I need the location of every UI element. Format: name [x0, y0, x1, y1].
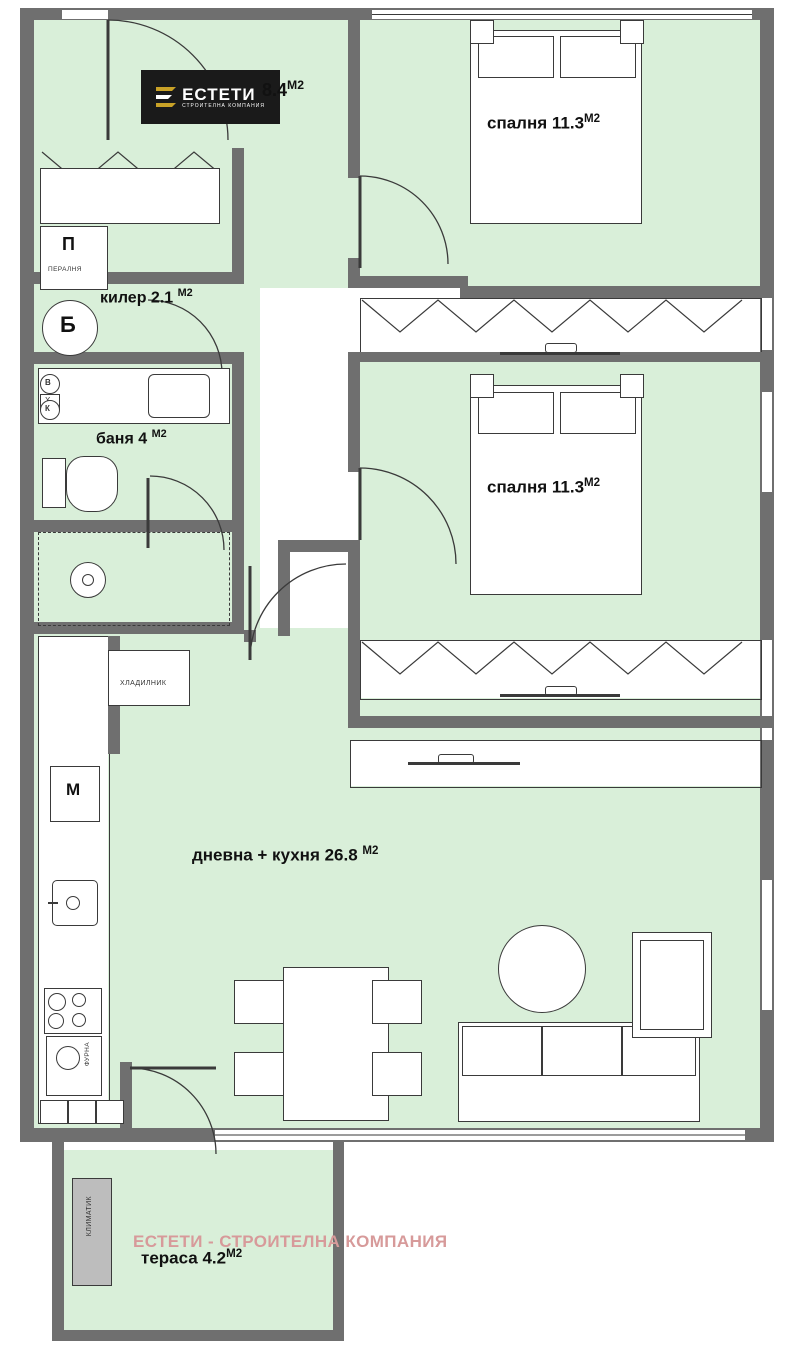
window-bed1-top-line	[372, 14, 752, 15]
washer-glyph: П	[62, 234, 75, 254]
microwave-glyph: М	[66, 780, 81, 799]
logo-name: ЕСТЕТИ	[182, 84, 256, 104]
window-right-1	[762, 290, 772, 350]
kitchen-faucet	[48, 902, 58, 904]
wall-terrace-left	[52, 1142, 64, 1340]
wall-outer-left	[20, 8, 34, 1140]
bed-2-pillow-left	[478, 392, 554, 434]
coffee-table	[498, 925, 586, 1013]
toilet	[66, 456, 118, 512]
room-label-bed2-unit: М2	[584, 477, 601, 489]
nightstand-2-right	[620, 374, 644, 398]
washer-label: ПЕРАЛНЯ	[48, 266, 82, 273]
wall-terrace-bottom	[52, 1330, 344, 1341]
wall-shower-right	[232, 520, 244, 632]
room-label-entry-unit: М2	[287, 78, 305, 92]
room-label-kiler-text: килер 2.1	[100, 289, 174, 307]
hob-burner-1	[48, 993, 66, 1011]
tv-bed2-stand	[545, 686, 577, 696]
wall-bed2-left-lower	[348, 540, 360, 728]
room-label-bed1-text: спалня 11.3	[487, 113, 585, 133]
wall-bed2-left-upper	[348, 352, 360, 472]
wall-corridor-right	[244, 630, 256, 642]
room-label-entry	[262, 78, 304, 101]
room-label-terrace-text: тераса 4.2	[141, 1248, 227, 1268]
room-label-kiler	[100, 287, 193, 307]
base-cabinet-2	[68, 1100, 96, 1124]
window-top-left	[62, 10, 108, 19]
tv-bed1-stand	[545, 343, 577, 353]
dining-chair-l2	[234, 1052, 284, 1096]
oven-knob	[56, 1046, 80, 1070]
wall-bed2-bottom	[348, 716, 472, 728]
hob-burner-4	[72, 1013, 86, 1027]
sofa-cushion-1	[462, 1026, 542, 1076]
room-label-kiler-unit: М2	[177, 287, 193, 299]
dining-chair-r1	[372, 980, 422, 1024]
wall-bed1-bottom	[348, 276, 468, 288]
toilet-tank	[42, 458, 66, 508]
wall-hall-top	[278, 540, 348, 552]
bath-sink-basin	[148, 374, 210, 418]
nightstand-1-left	[470, 20, 494, 44]
window-right-4	[762, 880, 772, 1010]
wall-bed2-bottom-2	[460, 716, 772, 728]
base-cabinet-3	[96, 1100, 124, 1124]
wall-bath-right	[232, 364, 244, 530]
wall-bed1-bottom-2	[460, 286, 772, 298]
riser-k-label: К	[45, 404, 51, 413]
window-bottom-living	[215, 1130, 745, 1140]
watermark: ЕСТЕТИ - СТРОИТЕЛНА КОМПАНИЯ	[133, 1232, 448, 1251]
room-label-living-text: дневна + кухня 26.8	[192, 845, 358, 865]
wall-hall-vertical	[278, 540, 290, 636]
nightstand-1-right	[620, 20, 644, 44]
armchair-seat	[640, 940, 704, 1030]
dining-chair-r2	[372, 1052, 422, 1096]
ac-unit-label: КЛИМАТИК	[86, 1196, 93, 1237]
room-label-terrace-unit: М2	[226, 1248, 243, 1260]
oven-label: ФУРНА	[84, 1042, 91, 1067]
shower-drain-inner	[82, 574, 94, 586]
dining-chair-l1	[234, 980, 284, 1024]
fridge	[108, 650, 190, 706]
window-right-2	[762, 392, 772, 492]
hob-burner-3	[48, 1013, 64, 1029]
room-label-bed2	[487, 477, 600, 498]
logo-tagline: СТРОИТЕЛНА КОМПАНИЯ	[182, 102, 265, 109]
hob-burner-2	[72, 993, 86, 1007]
company-logo	[141, 70, 280, 124]
wall-bed1-left-upper	[348, 8, 360, 178]
room-label-entry-text: 8.4	[262, 80, 288, 100]
sofa-cushion-2	[542, 1026, 622, 1076]
riser-v-label: В	[45, 378, 52, 387]
logo-mark-icon	[156, 84, 176, 110]
room-label-bed1-unit: М2	[584, 113, 601, 125]
room-label-bed2-text: спалня 11.3	[487, 477, 585, 497]
base-cabinet-1	[40, 1100, 68, 1124]
boiler-label: Б	[60, 312, 76, 337]
wall-bed1-bottom-step	[460, 286, 472, 298]
nightstand-2-left	[470, 374, 494, 398]
shower-tray	[38, 532, 230, 626]
room-label-bath-text: баня 4	[96, 430, 148, 448]
fridge-label: ХЛАДИЛНИК	[120, 680, 167, 687]
wall-bath-bottom	[34, 520, 244, 532]
wall-entry-right	[232, 148, 244, 284]
kitchen-sink-drain	[66, 896, 80, 910]
room-label-bath-unit: М2	[151, 428, 167, 440]
room-label-living-unit: М2	[362, 845, 379, 857]
room-label-living	[192, 845, 378, 866]
room-label-bath	[96, 428, 167, 448]
entry-wardrobe	[40, 168, 220, 224]
bed-2-pillow-right	[560, 392, 636, 434]
tv-living-stand	[438, 754, 474, 764]
wall-kiler-right	[232, 352, 244, 356]
room-label-bed1	[487, 113, 600, 134]
